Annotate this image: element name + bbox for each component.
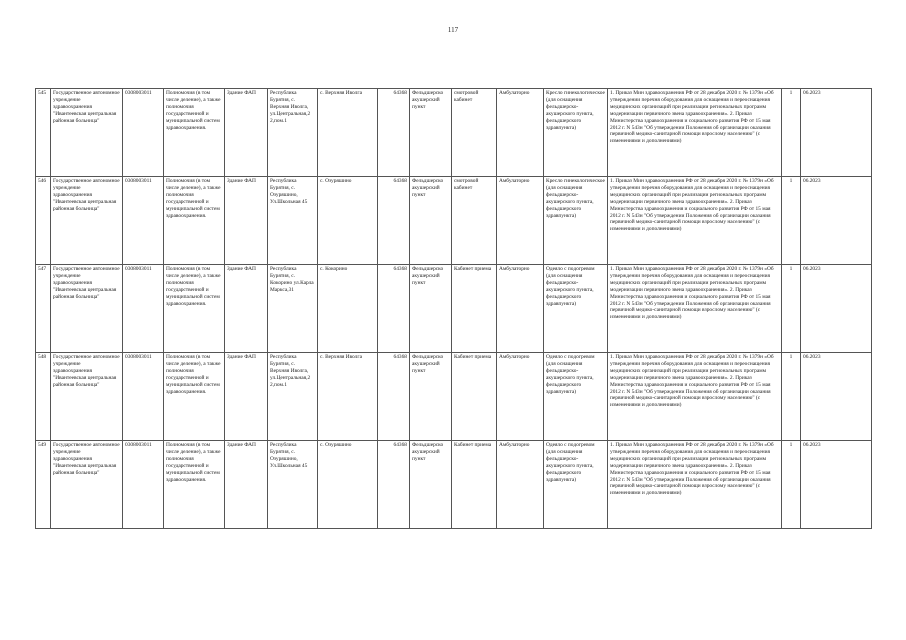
area-value-cell: 64368: [378, 441, 410, 529]
settlement-name-cell: с. Верхняя Иволга: [318, 353, 378, 441]
building-name-cell: Здание ФАП: [225, 177, 268, 265]
area-value-cell: 64368: [378, 265, 410, 353]
area-value-cell: 64368: [378, 177, 410, 265]
unit-type-cell: Фельдшерско акушерский пункт: [410, 177, 452, 265]
inn-code-cell: 0308003011: [123, 265, 164, 353]
powers-text-cell: Полномочия (в том числе деление), а также полномочия государственной и муниципальной систем здравоохранения.: [164, 177, 225, 265]
care-type-cell: Амбулаторно: [497, 89, 544, 177]
quantity-value-cell: 1: [782, 353, 801, 441]
row-number-cell: 546: [36, 177, 51, 265]
inn-code-cell: 0308003011: [123, 353, 164, 441]
inn-code-cell: 0308003011: [123, 441, 164, 529]
equipment-name-cell: Одеяло с подогревом (для оснащения фельдшерско-акушерского пункта, фельдшерского здравпункта): [544, 265, 608, 353]
unit-type-cell: Фельдшерско акушерский пункт: [410, 265, 452, 353]
powers-text-cell: Полномочия (в том числе деление), а также полномочия государственной и муниципальной систем здравоохранения.: [164, 441, 225, 529]
quantity-value-cell: 1: [782, 177, 801, 265]
settlement-name-cell: с. Озуряшино: [318, 441, 378, 529]
quantity-value-cell: 1: [782, 89, 801, 177]
address-text-cell: Республика Бурятия, с. Озуряшино, Ул.Школьная 45: [268, 441, 318, 529]
building-name-cell: Здание ФАП: [225, 441, 268, 529]
inn-code-cell: 0308003011: [123, 177, 164, 265]
room-name-cell: Кабинет приема: [452, 441, 497, 529]
institution-name-cell: Государственное автономное учреждение здравоохранения "Ивантеевская центральная районная больница": [51, 353, 123, 441]
care-type-cell: Амбулаторно: [497, 177, 544, 265]
legal-basis-cell: 1. Приказ Мин здравоохранения РФ от 28 декабря 2020 г. № 1379н «Об утверждении перечня оборудования для оснащения и переоснащения медицинских организаций при реализации региональных программ модернизации первичного звена здравоохранения». 2. Приказ Министерства здравоохранения и социального развития РФ от 15 мая 2012 г. N 543н "Об утверждении Положения об организации оказания первичной медико-санитарной помощи взрослому населению" (с изменениями и дополнениями): [608, 265, 782, 353]
date-value-cell: 06.2023: [801, 353, 872, 441]
care-type-cell: Амбулаторно: [497, 441, 544, 529]
equipment-name-cell: Кресло гинекологическое (для оснащения фельдшерско-акушерского пункта, фельдшерского здравпункта): [544, 177, 608, 265]
page-number: 117: [447, 26, 459, 34]
address-text-cell: Республика Бурятия, с. Озуряшино, Ул.Школьная 45: [268, 177, 318, 265]
powers-text-cell: Полномочия (в том числе деление), а также полномочия государственной и муниципальной систем здравоохранения.: [164, 353, 225, 441]
quantity-value-cell: 1: [782, 441, 801, 529]
row-number-cell: 545: [36, 89, 51, 177]
room-name-cell: смотровой кабинет: [452, 177, 497, 265]
care-type-cell: Амбулаторно: [497, 353, 544, 441]
building-name-cell: Здание ФАП: [225, 265, 268, 353]
room-name-cell: Кабинет приема: [452, 353, 497, 441]
row-number-cell: 548: [36, 353, 51, 441]
institution-name-cell: Государственное автономное учреждение здравоохранения "Ивантеевская центральная районная больница": [51, 89, 123, 177]
institution-name-cell: Государственное автономное учреждение здравоохранения "Ивантеевская центральная районная больница": [51, 265, 123, 353]
unit-type-cell: Фельдшерско акушерский пункт: [410, 353, 452, 441]
row-number-cell: 549: [36, 441, 51, 529]
unit-type-cell: Фельдшерско акушерский пункт: [410, 89, 452, 177]
equipment-name-cell: Одеяло с подогревом (для оснащения фельдшерско-акушерского пункта, фельдшерского здравпункта): [544, 353, 608, 441]
address-text-cell: Республика Бурятия, с. Кокорино ул.Карла Маркса,31: [268, 265, 318, 353]
settlement-name-cell: с. Кокорино: [318, 265, 378, 353]
row-number-cell: 547: [36, 265, 51, 353]
building-name-cell: Здание ФАП: [225, 89, 268, 177]
area-value-cell: 64368: [378, 89, 410, 177]
powers-text-cell: Полномочия (в том числе деление), а также полномочия государственной и муниципальной систем здравоохранения.: [164, 265, 225, 353]
table-row: [36, 89, 872, 177]
settlement-name-cell: с. Верхняя Иволга: [318, 89, 378, 177]
legal-basis-cell: 1. Приказ Мин здравоохранения РФ от 28 декабря 2020 г. № 1379н «Об утверждении перечня оборудования для оснащения и переоснащения медицинских организаций при реализации региональных программ модернизации первичного звена здравоохранения». 2. Приказ Министерства здравоохранения и социального развития РФ от 15 мая 2012 г. N 543н "Об утверждении Положения об организации оказания первичной медико-санитарной помощи взрослому населению" (с изменениями и дополнениями): [608, 177, 782, 265]
settlement-name-cell: с. Озуряшино: [318, 177, 378, 265]
institution-name-cell: Государственное автономное учреждение здравоохранения "Ивантеевская центральная районная больница": [51, 177, 123, 265]
address-text-cell: Республика Бурятия, с. Верхняя Иволга, ул.Центральная,2 2,пом.1: [268, 353, 318, 441]
registry-table: [35, 88, 872, 529]
date-value-cell: 06.2023: [801, 89, 872, 177]
legal-basis-cell: 1. Приказ Мин здравоохранения РФ от 28 декабря 2020 г. № 1379н «Об утверждении перечня оборудования для оснащения и переоснащения медицинских организаций при реализации региональных программ модернизации первичного звена здравоохранения». 2. Приказ Министерства здравоохранения и социального развития РФ от 15 мая 2012 г. N 543н "Об утверждении Положения об организации оказания первичной медико-санитарной помощи взрослому населению" (с изменениями и дополнениями): [608, 353, 782, 441]
table-row: [36, 265, 872, 353]
care-type-cell: Амбулаторно: [497, 265, 544, 353]
date-value-cell: 06.2023: [801, 441, 872, 529]
equipment-name-cell: Кресло гинекологическое (для оснащения фельдшерско-акушерского пункта, фельдшерского здравпункта): [544, 89, 608, 177]
equipment-name-cell: Одеяло с подогревом (для оснащения фельдшерско-акушерского пункта, фельдшерского здравпункта): [544, 441, 608, 529]
powers-text-cell: Полномочия (в том числе деление), а также полномочия государственной и муниципальной систем здравоохранения.: [164, 89, 225, 177]
institution-name-cell: Государственное автономное учреждение здравоохранения "Ивантеевская центральная районная больница": [51, 441, 123, 529]
date-value-cell: 06.2023: [801, 177, 872, 265]
table-row: [36, 353, 872, 441]
building-name-cell: Здание ФАП: [225, 353, 268, 441]
quantity-value-cell: 1: [782, 265, 801, 353]
legal-basis-cell: 1. Приказ Мин здравоохранения РФ от 28 декабря 2020 г. № 1379н «Об утверждении перечня оборудования для оснащения и переоснащения медицинских организаций при реализации региональных программ модернизации первичного звена здравоохранения». 2. Приказ Министерства здравоохранения и социального развития РФ от 15 мая 2012 г. N 543н "Об утверждении Положения об организации оказания первичной медико-санитарной помощи взрослому населению" (с изменениями и дополнениями): [608, 89, 782, 177]
area-value-cell: 64368: [378, 353, 410, 441]
table-row: [36, 441, 872, 529]
registry-body: [36, 89, 872, 529]
date-value-cell: 06.2023: [801, 265, 872, 353]
address-text-cell: Республика Бурятия, с. Верхняя Иволга, ул.Центральная,2 2,пом.1: [268, 89, 318, 177]
inn-code-cell: 0308003011: [123, 89, 164, 177]
room-name-cell: смотровой кабинет: [452, 89, 497, 177]
table-row: [36, 177, 872, 265]
legal-basis-cell: 1. Приказ Мин здравоохранения РФ от 28 декабря 2020 г. № 1379н «Об утверждении перечня оборудования для оснащения и переоснащения медицинских организаций при реализации региональных программ модернизации первичного звена здравоохранения». 2. Приказ Министерства здравоохранения и социального развития РФ от 15 мая 2012 г. N 543н "Об утверждении Положения об организации оказания первичной медико-санитарной помощи взрослому населению" (с изменениями и дополнениями): [608, 441, 782, 529]
room-name-cell: Кабинет приема: [452, 265, 497, 353]
unit-type-cell: Фельдшерско акушерский пункт: [410, 441, 452, 529]
